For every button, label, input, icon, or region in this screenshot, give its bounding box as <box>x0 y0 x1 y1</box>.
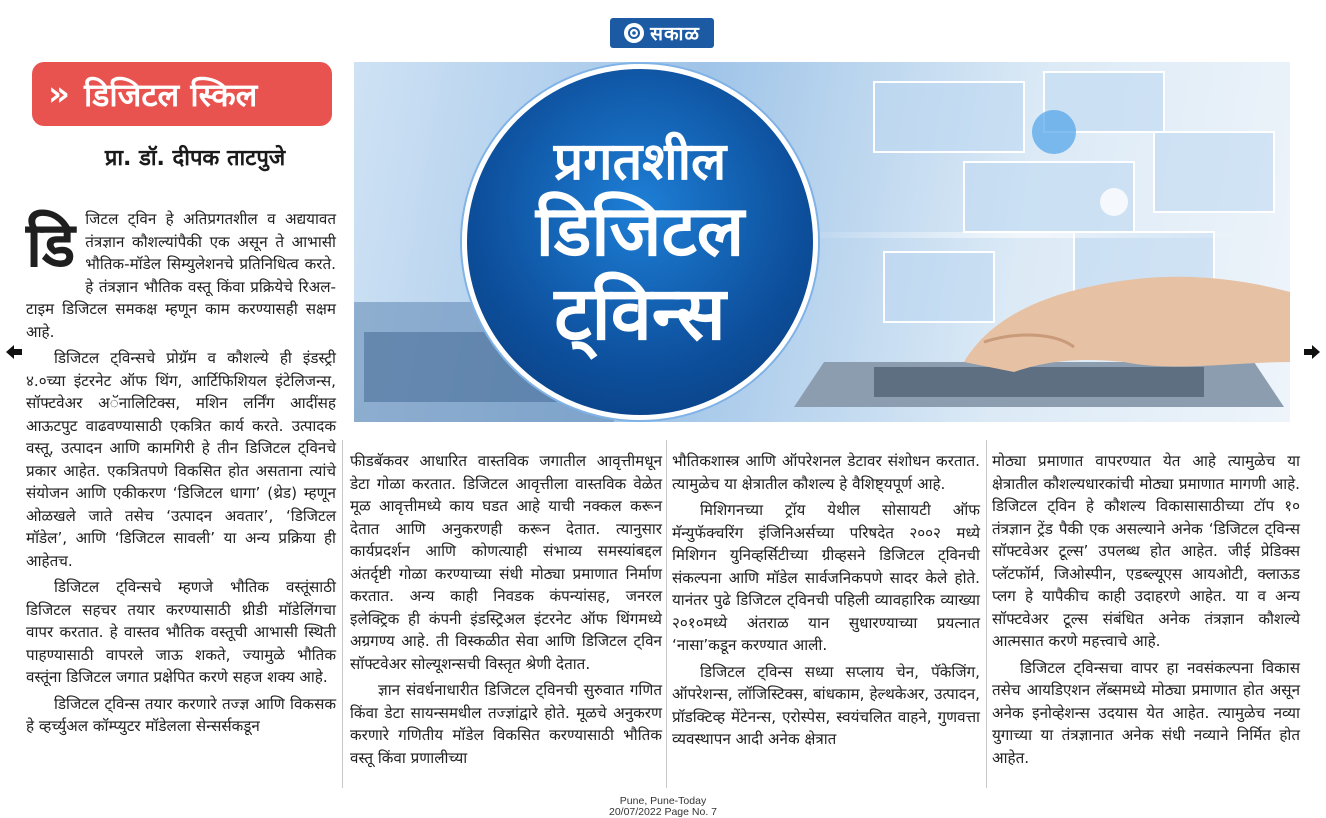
article-column-1 <box>26 208 336 738</box>
article-column-3 <box>672 450 980 751</box>
hero-title-line2: डिजिटल <box>535 190 745 272</box>
double-chevron-icon: » <box>48 74 70 114</box>
section-label: डिजिटल स्किल <box>83 75 258 114</box>
article-paragraph: डिजिटल ट्विन हे अतिप्रगतशील व अद्ययावत तंत्रज्ञान कौशल्यांपैकी एक असून ते आभासी भौतिक-मॉडेल सिम्युलेशनचे प्रतिनिधित्व करते. हे तंत्रज्ञान भौतिक वस्तू किंवा प्रक्रियेचे रिअल-टाइम डिजिटल समकक्ष म्हणून काम करण्यासही सक्षम आहे. <box>26 208 336 341</box>
date-page-label: 20/07/2022 Page No. 7 <box>608 806 717 818</box>
article-column-4 <box>992 450 1300 769</box>
edition-label: Pune, Pune-Today <box>619 795 707 807</box>
section-badge <box>32 62 332 126</box>
article-paragraph: डिजिटल ट्विन्सचे म्हणजे भौतिक वस्तूंसाठी डिजिटल सहचर तयार करण्यासाठी थ्रीडी मॉडेलिंगचा वापर करतात. हे वास्तव भौतिक वस्तूची आभासी स्थिती पाहण्यासाठी वापरले जाऊ शकते, ज्यामुळे भौतिक वस्तूंना डिजिटल जगात प्रक्षेपित करणे सहज शक्य आहे. <box>26 578 336 686</box>
next-page-arrow-icon[interactable] <box>1302 342 1322 362</box>
drop-cap: डि <box>26 208 76 281</box>
article-paragraph: ज्ञान संवर्धनाधारीत डिजिटल ट्विनची सुरुवात गणित किंवा डेटा सायन्समधील तज्ज्ञांद्वारे होते. मूळचे अनुकरण करणारे गणितीय मॉडेल विकसित करण्यासाठी भौतिक वस्तू किंवा प्रणालीच्या <box>350 681 662 767</box>
newspaper-masthead <box>610 18 714 48</box>
article-paragraph: भौतिकशास्त्र आणि ऑपरेशनल डेटावर संशोधन करतात. त्यामुळेच या क्षेत्रातील कौशल्य हे वैशिष्ट्यपूर्ण आहे. <box>672 452 980 493</box>
masthead-emblem-icon <box>624 23 644 43</box>
masthead-name: सकाळ <box>650 23 700 45</box>
article-paragraph: डिजिटल ट्विन्सचे प्रोग्रॅम व कौशल्ये ही इंडस्ट्री ४.०च्या इंटरनेट ऑफ थिंग, आर्टिफिशियल इंटेलिजन्स, सॉफ्टवेअर अॅनालिटिक्स, मशिन लर्निंग आदींसह आऊटपुट वाढवण्यासाठी एकत्रित कार्य करते. उत्पादक वस्तू, उत्पादन आणि कामगिरी हे तीन डिजिटल ट्विनचे प्रकार आहेत. एकत्रितपणे विकसित होत असताना त्यांचे संयोजन आणि एकीकरण ‘डिजिटल धागा’ (थ्रेड) म्हणून ओळखले जाते तसेच ‘उत्पादन अवतार’, ‘डिजिटल मॉडेल’, आणि ‘डिजिटल सावली’ या अन्य प्रक्रिया ही आहेतच. <box>26 349 336 570</box>
hero-title-line1: प्रगतशील <box>553 132 727 192</box>
article-paragraph: मिशिगनच्या ट्रॉय येथील सोसायटी ऑफ मॅन्युफॅक्चरिंग इंजिनिअर्सच्या परिषदेत २००२ मध्ये मिशिगन युनिव्हर्सिटीच्या ग्रीव्हसने डिजिटल ट्विनची संकल्पना आणि मॉडेल सार्वजनिकपणे सादर केले होते. यानंतर पुढे डिजिटल ट्विनची पहिली व्यावहारिक व्याख्या २०१०मध्ये अंतराळ यान सुधारण्याच्या प्रयत्नात ‘नासा’कडून करण्यात आली. <box>672 501 980 654</box>
article-column-2 <box>350 450 662 769</box>
previous-page-arrow-icon[interactable] <box>4 342 24 362</box>
hero-title-circle <box>462 64 818 420</box>
hero-title-line3: ट्विन्स <box>554 271 726 357</box>
article-paragraph: डिजिटल ट्विन्स सध्या सप्लाय चेन, पॅकेजिंग, ऑपरेशन्स, लॉजिस्टिक्स, बांधकाम, हेल्थकेअर, उत्पादन, प्रॉडक्टिव्ह मेंटेनन्स, एरोस्पेस, स्वयंचलित वाहने, गुणवत्ता व्यवस्थापन आदी अनेक क्षेत्रात <box>672 662 980 748</box>
article-paragraph: डिजिटल ट्विन्सचा वापर हा नवसंकल्पना विकास तसेच आयडिएशन लॅब्समध्ये मोठ्या प्रमाणात होत असून अनेक इनोव्हेशन्स उदयास येत आहेत. त्यामुळेच नव्या युगाच्या या तंत्रज्ञानात अनेक संधी नव्याने निर्मित होत आहेत. <box>992 658 1300 767</box>
article-paragraph: डिजिटल ट्विन्स तयार करणारे तज्ज्ञ आणि विकसक हे व्हर्च्युअल कॉम्प्युटर मॉडेलला सेन्सर्सकडून <box>26 694 336 735</box>
column-divider <box>986 440 987 788</box>
column-divider <box>666 440 667 788</box>
article-paragraph: फीडबॅकवर आधारित वास्तविक जगातील आवृत्तीमधून डेटा गोळा करतात. डिजिटल आवृत्तीला वास्तविक वेळेत मूळ आवृत्तीमध्ये काय घडत आहे याची नक्कल करून देतात आणि अनुकरणही करून देतात. त्यानुसार कार्यप्रदर्शन आणि कोणत्याही संभाव्य समस्यांबद्दल अंतर्दृष्टी गोळा करण्याच्या संधी मोठ्या प्रमाणात निर्माण करतात. अन्य काही निवडक कंपन्यांसह, जनरल इलेक्ट्रिक ही कंपनी इंडस्ट्रिअल इंटरनेट ऑफ थिंगमध्ये अग्रगण्य आहे. ती विस्कळीत सेवा आणि डिजिटल ट्विन सॉफ्टवेअर सोल्यूशन्सची विस्तृत श्रेणी देतात. <box>350 452 662 673</box>
article-paragraph: मोठ्या प्रमाणात वापरण्यात येत आहे त्यामुळेच या क्षेत्रातील कौशल्यधारकांची मोठ्या प्रमाणात मागणी आहे. डिजिटल ट्विन हे कौशल्य विकासासाठीच्या टॉप १० तंत्रज्ञान ट्रेंड पैकी एक असल्याने अनेक ‘डिजिटल ट्विन्स सॉफ्टवेअर टूल्स’ उपलब्ध होत आहेत. जीई प्रेडिक्स प्लॅटफॉर्म, जिओस्पीन, एडब्ल्यूएस आयओटी, क्लाऊड प्लग हे यापैकीच काही उदाहरणे आहेत. या व अन्य सॉफ्टवेअर टूल्स संबंधित अनेक तंत्रज्ञान कौशल्ये आत्मसात करणे महत्त्वाचे आहे. <box>992 452 1300 650</box>
author-byline: प्रा. डॉ. दीपक ताटपुजे <box>104 146 286 171</box>
column-divider <box>342 440 343 788</box>
